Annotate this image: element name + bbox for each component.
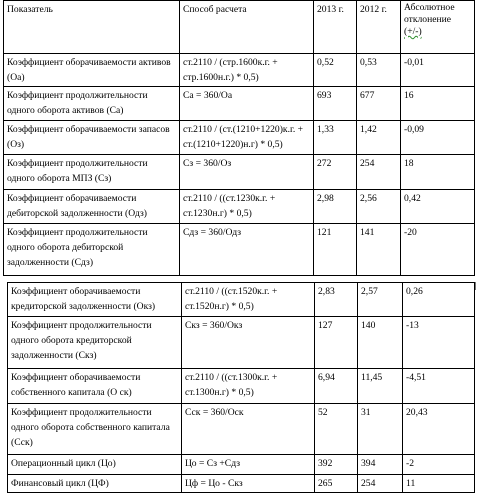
row-name: Коэффициент продолжительности одного оборота кредиторской задолженности (Скз) (8, 317, 182, 369)
row-2012: 140 (358, 317, 403, 369)
row-2012: 677 (357, 87, 401, 121)
row-name: Коэффициент продолжительности одного оборота МПЗ (Сз) (4, 155, 180, 190)
row-2013: 6,94 (315, 369, 358, 404)
table-row (4, 121, 475, 155)
header-2013: 2013 г. (314, 1, 357, 54)
row-delta: 16 (401, 87, 475, 121)
row-2013: 121 (314, 224, 357, 276)
table-row (8, 283, 475, 317)
row-delta: -0,09 (401, 121, 475, 155)
indicators-table-part2 (7, 282, 475, 493)
row-formula: Скз = 360/Окз (182, 317, 315, 369)
row-2013: 693 (314, 87, 357, 121)
row-2013: 392 (315, 455, 358, 475)
row-delta: -4,51 (403, 369, 475, 404)
row-formula: ст.2110 / ((ст.1520к.г. + ст.1520н.г) * 0,5) (182, 283, 315, 317)
table-header-row (4, 1, 475, 54)
header-abs-line2: отклонение (404, 14, 452, 25)
row-name: Финансовый цикл (ЦФ) (8, 475, 182, 493)
header-indicator: Показатель (4, 1, 180, 54)
row-name: Коэффициент оборачиваемости активов (Оа) (4, 54, 180, 87)
table-row (4, 224, 475, 276)
row-name: Коэффициент оборачиваемости дебиторской задолженности (Одз) (4, 190, 180, 224)
row-2013: 52 (315, 404, 358, 455)
row-formula: Сз = 360/Оз (180, 155, 314, 190)
row-2013: 272 (314, 155, 357, 190)
table-row (8, 475, 475, 493)
row-name: Коэффициент оборачиваемости собственного капитала (О ск) (8, 369, 182, 404)
row-delta: 0,26 (403, 283, 475, 317)
row-name: Коэффициент оборачиваемости кредиторской задолженности (Окз) (8, 283, 182, 317)
table-row (4, 87, 475, 121)
row-2012: 254 (358, 475, 403, 493)
row-name: Коэффициент продолжительности одного оборота активов (Са) (4, 87, 180, 121)
row-delta: 20,43 (403, 404, 475, 455)
row-delta: -2 (403, 455, 475, 475)
row-formula: ст.2110 / (ст.(1210+1220)к.г. + ст.(1210+1220)н.г) * 0,5) (180, 121, 314, 155)
row-2012: 254 (357, 155, 401, 190)
table-row (8, 317, 475, 369)
row-name: Коэффициент оборачиваемости запасов (Оз) (4, 121, 180, 155)
header-abs-line3: (+/-) (404, 26, 422, 37)
row-2012: 0,53 (357, 54, 401, 87)
row-delta: 18 (401, 155, 475, 190)
header-2012: 2012 г. (357, 1, 401, 54)
row-name: Коэффициент продолжительности одного оборота дебиторской задолженности (Сдз) (4, 224, 180, 276)
row-2012: 394 (358, 455, 403, 475)
row-name: Операционный цикл (Цо) (8, 455, 182, 475)
table-row (4, 54, 475, 87)
row-name: Коэффициент продолжительности одного оборота собственного капитала (Сск) (8, 404, 182, 455)
row-formula: Сдз = 360/Одз (180, 224, 314, 276)
row-2012: 11,45 (358, 369, 403, 404)
row-2013: 2,83 (315, 283, 358, 317)
row-delta: -20 (401, 224, 475, 276)
row-formula: ст.2110 / ((ст.1300к.г. + ст.1300н.г) * 0,5) (182, 369, 315, 404)
row-2012: 141 (357, 224, 401, 276)
row-formula: ст.2110 / (стр.1600к.г. + стр.1600н.г.) * 0,5) (180, 54, 314, 87)
row-2013: 2,98 (314, 190, 357, 224)
header-abs-line1: Абсолютное (404, 2, 455, 13)
row-delta: -0,01 (401, 54, 475, 87)
row-2012: 31 (358, 404, 403, 455)
table-row (4, 190, 475, 224)
table-row (4, 155, 475, 190)
row-2013: 127 (315, 317, 358, 369)
table-row (8, 404, 475, 455)
row-delta: -13 (403, 317, 475, 369)
row-2013: 1,33 (314, 121, 357, 155)
row-2012: 2,57 (358, 283, 403, 317)
header-method: Способ расчета (180, 1, 314, 54)
row-formula: ст.2110 / ((ст.1230к.г. + ст.1230н.г) * 0,5) (180, 190, 314, 224)
row-delta: 11 (403, 475, 475, 493)
row-2012: 2,56 (357, 190, 401, 224)
row-2013: 265 (315, 475, 358, 493)
table-row (8, 369, 475, 404)
row-2013: 0,52 (314, 54, 357, 87)
row-formula: Цф = Цо - Скз (182, 475, 315, 493)
row-formula: Сск = 360/Оск (182, 404, 315, 455)
indicators-table-part1 (3, 0, 475, 276)
row-2012: 1,42 (357, 121, 401, 155)
row-formula: Са = 360/Оа (180, 87, 314, 121)
row-delta: 0,42 (401, 190, 475, 224)
header-abs-deviation (401, 1, 475, 54)
row-formula: Цо = Сз +Сдз (182, 455, 315, 475)
table-row (8, 455, 475, 475)
